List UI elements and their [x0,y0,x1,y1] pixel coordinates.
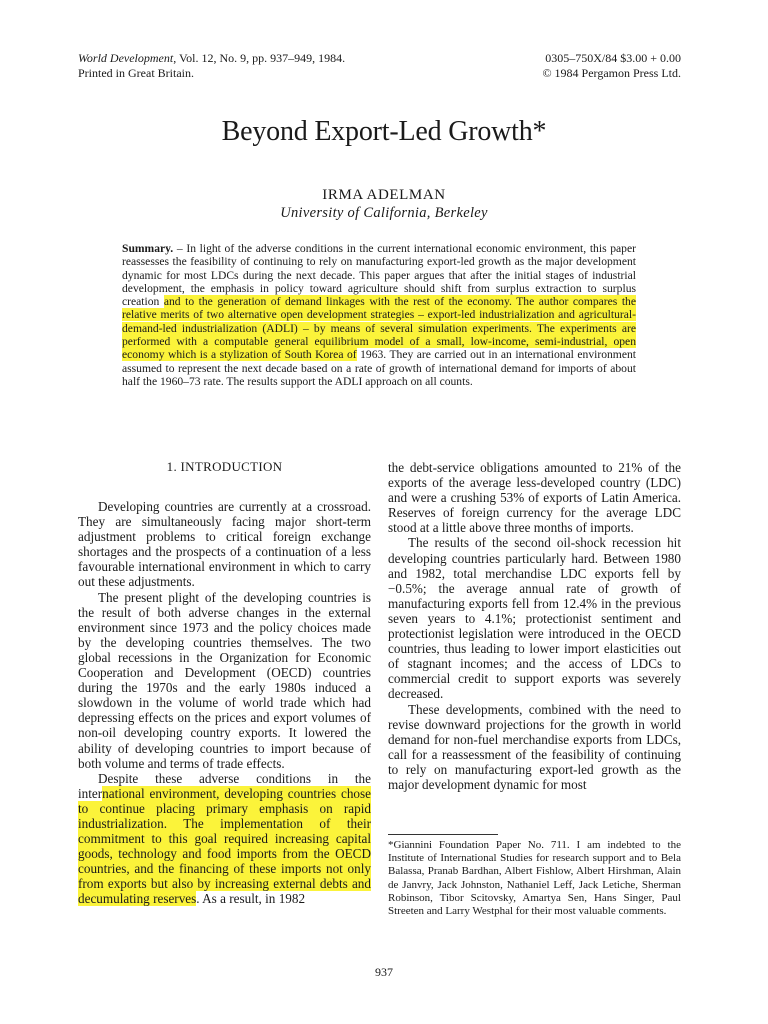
footnote-divider [388,834,498,835]
abstract [122,242,636,388]
author-name: IRMA ADELMAN [322,187,446,203]
issn-code: 0305–750X/84 $3.00 + 0.00 [545,51,681,65]
paragraph: the debt-service obligations amounted to 21% of the exports of the average less-developed country (LDC) and were a crushing 53% of exports of Latin America. Reserves of foreign currency for the average LDC stood at a little above three months of imports. [388,460,681,536]
left-column [78,499,371,907]
abstract-text-end: 1963. They are carried out in an international environment assumed to represent the next decade based on a rate of growth of international demand for imports of about half the 1960–73 rate. The results support the ADLI approach on all counts. [122,348,636,388]
copyright-line: © 1984 Pergamon Press Ltd. [542,66,681,80]
abstract-label: Summary. [122,242,174,255]
highlighted-text: national environment, developing countries chose to continue placing primary emphasis on rapid industrialization. The implementation of their commitment to this goal required increasing capital goods, technology and food imports from the OECD countries, and the financing of these imports not only from exports but also by increasing external debts and decumulating reserves [78,785,371,907]
paragraph: The results of the second oil-shock recession hit developing countries particularly hard. Between 1980 and 1982, total merchandise LDC exports fell by −0.5%; the average annual rate of growth of manufacturing exports fell from 12.4% in the previous seven years to 4.1%; protectionist sentiment and protectionist legislation were introduced in the OECD countries, thus leading to lower import elasticities out of stagnant incomes; and the access of LDCs to commercial credit to support exports was severely decreased. [388,535,681,702]
journal-citation [78,51,345,81]
right-column [388,460,681,792]
paragraph-text: Despite these adverse conditions in the inter [78,770,371,801]
section-heading: 1. INTRODUCTION [166,459,283,474]
paragraph: Developing countries are currently at a crossroad. They are simultaneously facing major short-term adjustment problems to critical foreign exchange shortages and the prospects of a continuation of a less favourable international environment in which to carry out these adjustments. [78,499,371,590]
citation-details: , Vol. 12, No. 9, pp. 937–949, 1984. [173,51,346,65]
paper-title: Beyond Export-Led Growth* [221,116,547,147]
abstract-highlighted-text: and to the generation of demand linkages with the rest of the economy. The author compares the relative merits of two alternative open development strategies – export-led industrialization and agricultural-demand-led industrialization (ADLI) – by means of several simulation experiments. The experiments are performed with a computable general equilibrium model of a small, low-income, semi-industrial, open economy which is a stylization of South Korea of [122,295,637,362]
paragraph: The present plight of the developing countries is the result of both adverse changes in the external environment since 1973 and the policy choices made by the developing countries themselves. The two global recessions in the Organization for Economic Cooperation and Development (OECD) countries during the 1970s and the early 1980s induced a slowdown in the volume of world trade which had depressing effects on the prices and export volumes of non-oil developing country exports. It lowered the ability of developing countries to import because of both volume and terms of trade effects. [78,589,371,771]
footnote: *Giannini Foundation Paper No. 711. I am indebted to the Institute of International Studies for research support and to Bela Balassa, Pranab Bardhan, Albert Fishlow, Albert Hirshman, Alain de Janvry, Jack Johnston, Nathaniel Leff, Jack Letiche, Sherman Robinson, Tibor Scitovsky, Amartya Sen, Hans Singer, Paul Streeten and Larry Westphal for their most valuable comments. [388,839,681,918]
abstract-text: – In light of the adverse conditions in the current international economic environment, this paper reassesses the feasibility of continuing to rely on manufacturing export-led growth as the major development dynamic for most LDCs during the next decade. This paper argues that after the initial stages of industrial development, the emphasis in policy toward agriculture should shift from surplus extraction to surplus creation [122,242,636,309]
paragraph [78,771,371,907]
paragraph-text-end: . As a result, in 1982 [196,891,306,907]
printed-location: Printed in Great Britain. [78,66,194,80]
author-affiliation: University of California, Berkeley [280,205,488,221]
journal-name: World Development [78,51,174,65]
publisher-info [542,51,681,81]
page-number: 937 [375,965,393,979]
paragraph: These developments, combined with the need to revise downward projections for the growth in world demand for non-fuel merchandise exports from LDCs, call for a reassessment of the feasibility of continuing to rely on manufacturing export-led growth as the major development dynamic for most [388,701,681,792]
